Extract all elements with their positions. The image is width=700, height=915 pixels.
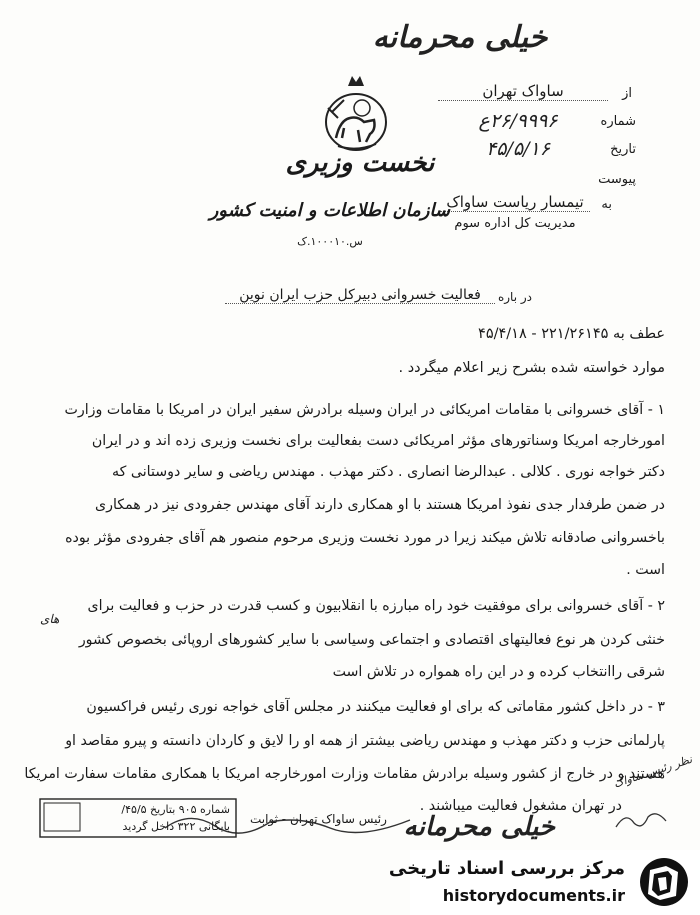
- to-value-1: تیمسار ریاست ساواک: [440, 193, 590, 212]
- stamp-line-1: شماره ۹۰۵ بتاریخ ۴۵/۵/: [121, 803, 230, 816]
- body-line-5: باخسروانی صادقانه تلاش میکند زیرا در مورد نخست وزیری مرحوم منصور هم آقای جفرودی مؤثر بوده: [65, 530, 665, 546]
- body-line-10: ۳ - در داخل کشور مقاماتی که برای او فعالیت میکنند در مجلس آقای خواجه نوری رئیس فراکسیون: [86, 699, 665, 715]
- classification-bottom: خیلی محرمانه: [403, 812, 555, 842]
- archive-logo-icon: [636, 856, 692, 908]
- attachment-label: پیوست: [598, 172, 636, 187]
- form-code: س.۱۰۰۰۱۰.ک: [297, 235, 363, 248]
- body-line-9: شرقی راانتخاب کرده و در این راه همواره در تلاش است: [332, 664, 665, 680]
- body-line-6: است .: [626, 562, 665, 578]
- signature-block: رئیس ساواک تهران - ثوابت: [250, 812, 387, 826]
- intro-line: موارد خواسته شده بشرح زیر اعلام میگردد .: [398, 360, 665, 376]
- number-value: ۲۶/۹۹۹۶ع: [478, 110, 558, 132]
- to-value-2: مدیریت کل اداره سوم: [454, 216, 576, 231]
- body-line-7: ۲ - آقای خسروانی برای موفقیت خود راه مبارزه با انقلابیون و کسب قدرت در حزب و فعالیت برای: [87, 598, 665, 614]
- date-label: تاریخ: [610, 142, 636, 157]
- body-line-11: پارلمانی حزب و دکتر مهذب و مهندس ریاضی بیشتر از همه او را لایق و کاردان دانسته و پیرو مقاصد او: [65, 733, 665, 749]
- subject-value: فعالیت خسروانی دبیرکل حزب ایران نوین: [225, 287, 495, 304]
- body-line-2: امورخارجه امریکا وسناتورهای مؤثر امریکائی دست بفعالیت برای نخست وزیری زده اند و در ایران: [91, 433, 665, 449]
- number-label: شماره: [600, 114, 636, 129]
- classification-top: خیلی محرمانه: [372, 20, 548, 55]
- handwritten-date-icon: [612, 805, 672, 835]
- stamp-line-2: بایگانی ۳۲۲ داخل گردید: [122, 820, 230, 833]
- from-label: از: [622, 86, 632, 101]
- body-line-8: خنثی کردن هر نوع فعالیتهای اقتصادی و اجتماعی وسیاسی با سایر کشورهای اروپائی بخصوص کشور: [78, 632, 665, 648]
- ministry-title: نخست وزیری: [285, 148, 435, 178]
- body-line-4: در ضمن طرفدار جدی نفوذ امریکا هستند با او همکاری دارند آقای مهندس جفرودی نیز در همکاری: [94, 497, 665, 513]
- from-value: ساواک تهران: [438, 82, 608, 101]
- body-line-3: دکتر خواجه نوری . کلالی . عبدالرضا انصاری . دکتر مهذب . مهندس ریاضی و سایر دوستانی که: [112, 464, 665, 480]
- receipt-stamp: [38, 797, 238, 839]
- publisher-watermark: [388, 850, 700, 915]
- body-line-1: ۱ - آقای خسروانی با مقامات امریکائی در ایران وسیله برادرش سفیر ایران در امریکا با مقامات وزارت: [64, 402, 665, 418]
- organization-title: سازمان اطلاعات و امنیت کشور: [209, 200, 450, 221]
- to-label: به: [601, 197, 612, 212]
- subject-label: در باره: [497, 290, 532, 304]
- margin-note: نظر رئیس ساواک: [612, 752, 694, 791]
- lion-and-sun-emblem-icon: [318, 72, 394, 154]
- watermark-name: مرکز بررسی اسناد تاریخی: [388, 858, 625, 879]
- body-line-12: هستند و در خارج از کشور وسیله برادرش مقامات وزارت امورخارجه امریکا با همکاری مقامات سفارت امریکا: [24, 766, 665, 782]
- reference-line: عطف به ۲۲۱/۲۶۱۴۵ - ۴۵/۴/۱۸: [478, 326, 665, 342]
- watermark-url: historydocuments.ir: [442, 886, 625, 905]
- date-value: ۴۵/۵/۱۶: [486, 138, 550, 160]
- body-line-13: در تهران مشغول فعالیت میباشند .: [419, 798, 622, 814]
- insertion-above-line: های: [40, 612, 60, 626]
